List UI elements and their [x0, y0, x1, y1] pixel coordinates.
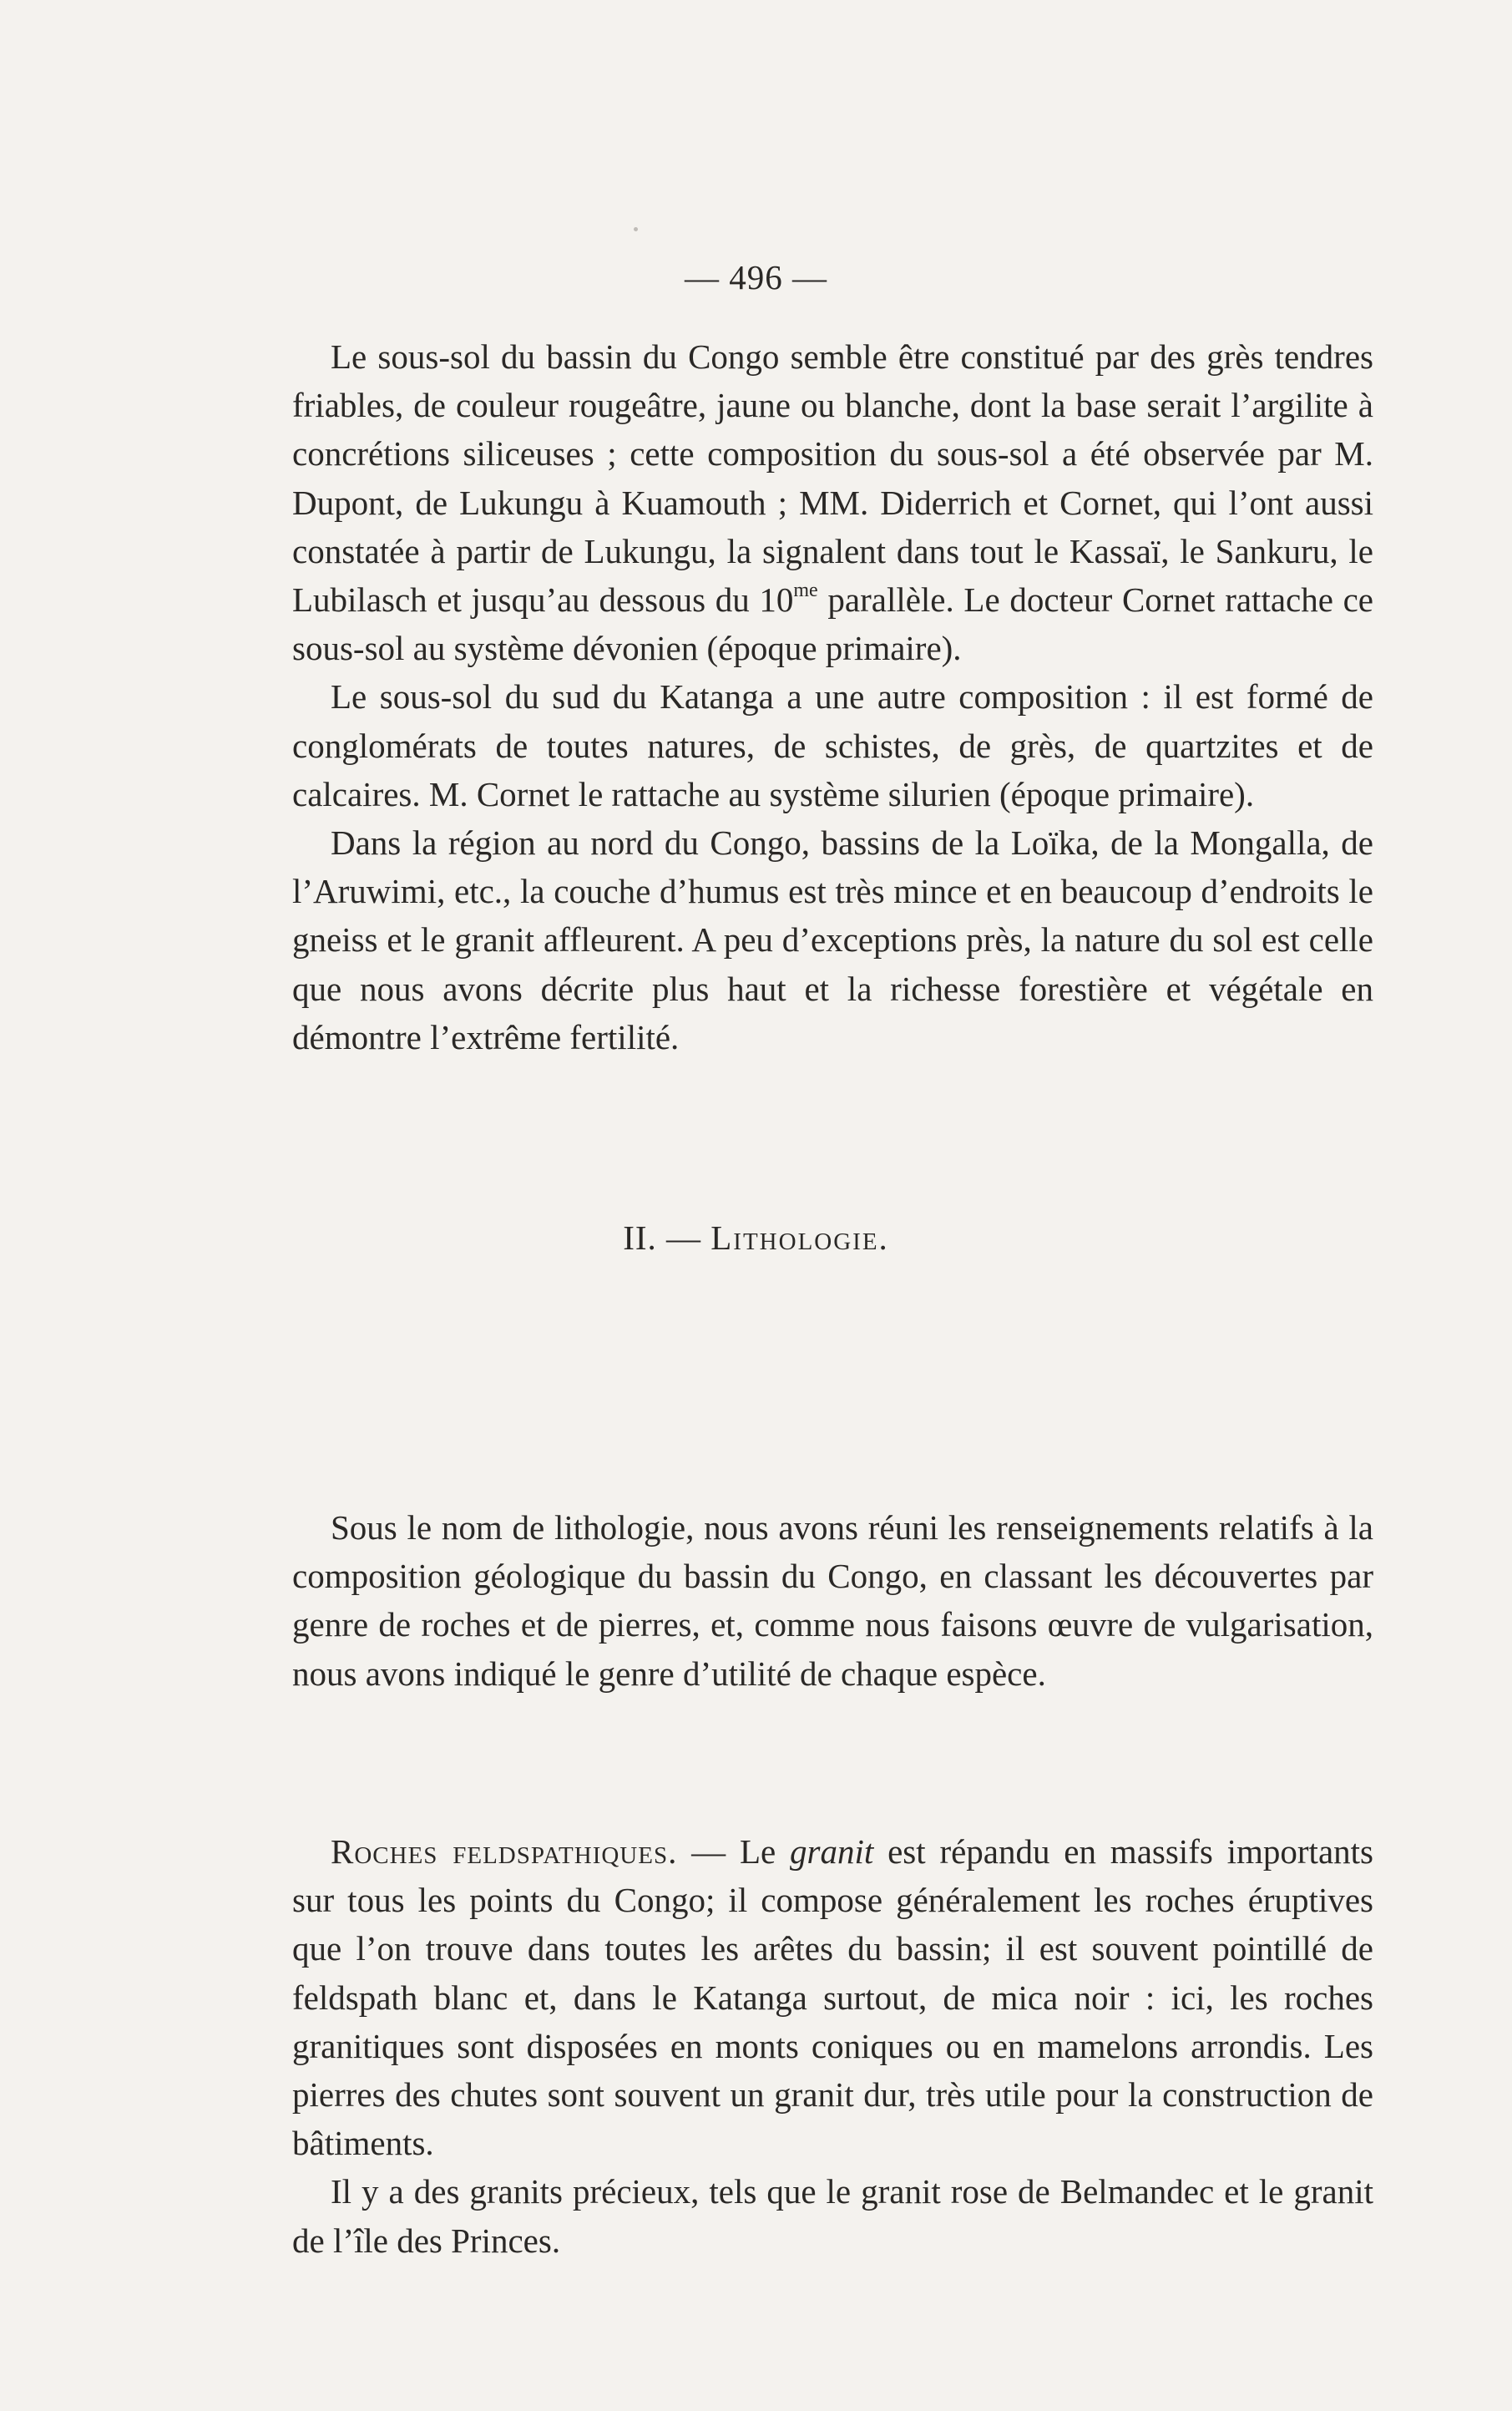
paragraph-precious-granite: Il y a des granits précieux, tels que le granit rose de Belmandec et le granit de l’île des Princes.	[292, 2172, 1373, 2260]
heading-title: Lithologie.	[710, 1218, 889, 1257]
paragraph-text: est répandu en massifs importants sur tous les points du Congo; il compose généralement les roches éruptives que l’on trouve dans toutes les arêtes du bassin; il est souvent pointillé de feldspath blanc et, dans le Katanga surtout, de mica noir : ici, les roches granitiques sont disposées en monts coniques ou en mamelons arrondis. Les pierres des chutes sont souvent un granit dur, très utile pour la construction de bâtiments.	[292, 1832, 1373, 2163]
page-number: — 496 —	[685, 258, 827, 296]
paragraph-katanga-subsoil: Le sous-sol du sud du Katanga a une autre composition : il est formé de conglomérats de toutes natures, de schistes, de grès, de quartzites et de calcaires. M. Cornet le rattache au système silurien (époque primaire).	[292, 677, 1373, 813]
opening-section	[292, 332, 1373, 1061]
heading-dash: —	[666, 1218, 702, 1257]
paper-speck	[634, 227, 638, 231]
paragraph-north-region: Dans la région au nord du Congo, bassins de la Loïka, de la Mongalla, de l’Aruwimi, etc., la couche d’humus est très mince et en beaucoup d’endroits le gneiss et le granit affleurent. A peu d’exceptions près, la nature du sol est celle que nous avons décrite plus haut et la richesse forestière et végétale en démontre l’extrême fertilité.	[292, 823, 1373, 1056]
paragraph-text: Le sous-sol du bassin du Congo semble être constitué par des grès tendres friables, de couleur rougeâtre, jaune ou blanche, dont la base serait l’argilite à concrétions siliceuses ; cette composition du sous-sol a été observée par M. Dupont, de Lukungu à Kuamouth ; MM. Diderrich et Cornet, qui l’ont aussi constatée à partir de Lukungu, la signalent dans tout le Kassaï, le Sankuru, le Lubilasch et jusqu’au dessous du 10	[292, 337, 1373, 620]
paragraph-granite	[292, 1827, 1373, 2167]
paragraph-lithology: Sous le nom de lithologie, nous avons réuni les renseignements relatifs à la composition géologique du bassin du Congo, en classant les découvertes par genre de roches et de pierres, et, comme nous faisons œuvre de vulgarisation, nous avons indiqué le genre d’utilité de chaque espèce.	[292, 1508, 1373, 1693]
heading-number: II.	[623, 1218, 657, 1257]
section-heading	[0, 1218, 1512, 1258]
subsection-label: Roches feldspathiques.	[331, 1832, 678, 1871]
italic-term: granit	[790, 1832, 874, 1871]
paragraph-congo-subsoil	[292, 332, 1373, 672]
superscript-me: me	[793, 580, 818, 602]
paragraph-lead-text: Le	[739, 1832, 791, 1871]
subsection-dash: —	[677, 1832, 740, 1871]
lithology-intro	[292, 1503, 1373, 1698]
paragraph-text-continued: parallèle. Le docteur Cornet rattache ce sous-sol au système dévonien (époque primaire).	[292, 580, 1374, 668]
feldspathic-rocks-section	[292, 1827, 1373, 2265]
